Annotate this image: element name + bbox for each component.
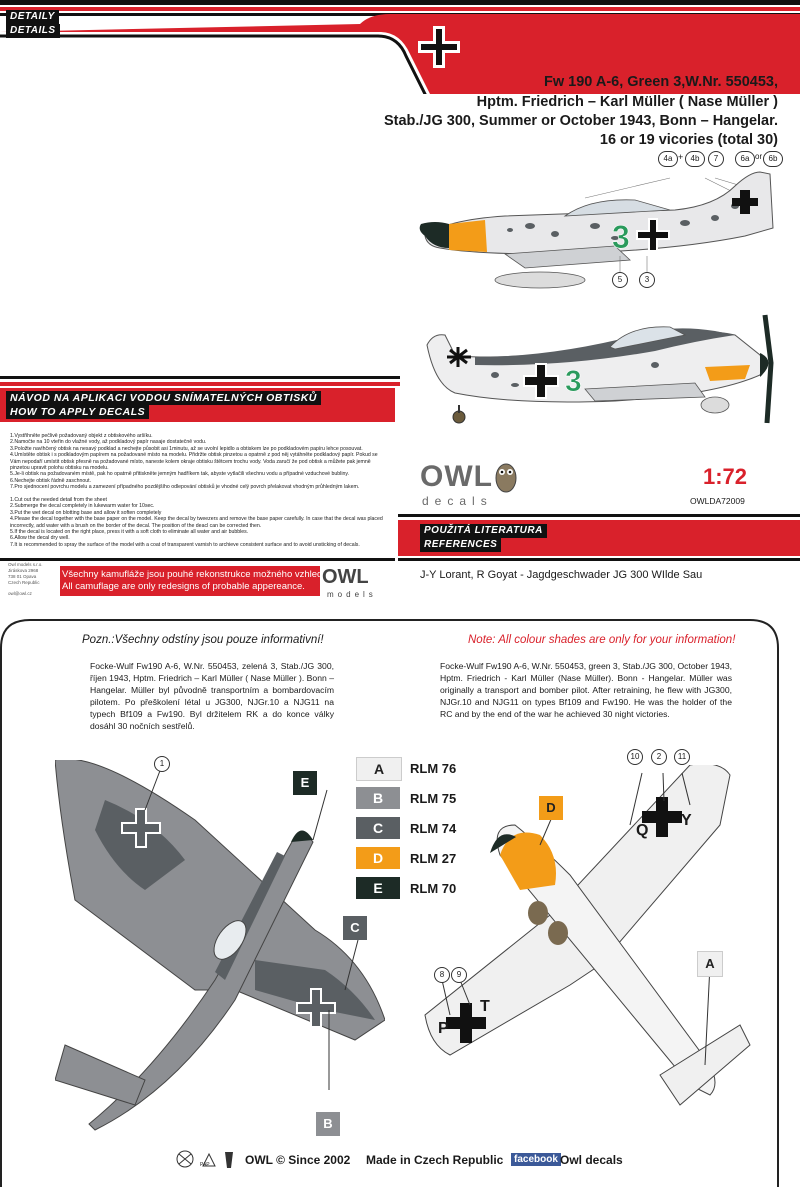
decal-ref-7: 7 — [708, 151, 724, 167]
decal-ref-6a: 6a — [735, 151, 755, 167]
ref-text: J-Y Lorant, R Goyat - Jagdgeschwader JG 300 WIlde Sau — [420, 569, 703, 581]
instr-cz-1: 1.Vystřihněte pečlivě požadovaný objekt z obtiskového aršíku. — [10, 433, 153, 439]
swatch-e: E — [356, 877, 400, 899]
instr-en-2: 2.Submerge the decal completely in lukewarm water for 10sec. — [10, 503, 155, 510]
camo-note-cz: Všechny kamufláže jsou pouhé rekonstrukce možného vzhledu. — [62, 569, 331, 580]
swatch-c: C — [356, 817, 400, 839]
under-ref-11: 11 — [674, 749, 690, 765]
address-line-1: Owl models s.r.o. — [8, 562, 43, 567]
instr-stripe-top — [0, 376, 400, 379]
instructions-en — [10, 497, 390, 548]
owl-decals-sub: decals — [422, 494, 493, 508]
camo-stripe-top — [0, 558, 395, 561]
plan-tag-e: E — [293, 771, 317, 795]
under-ref-9: 9 — [451, 967, 467, 983]
instr-en-5: incorrectly, add water with a brush on the border of the decal. The position of the deacl can be corrected then. — [10, 522, 262, 529]
header-stripe-black — [0, 0, 800, 5]
instr-en-3: 3.Put the wet decal on blotting base and allow it soften completely — [10, 509, 162, 516]
side-view-left — [415, 168, 785, 313]
instr-cz-9: 7.Pro sjednocení povrchu modelu a zamezení případného pozdějšího odlepování obtisků je vhodné celý povrch přelakovat vhodným průhledným lakem. — [10, 484, 360, 491]
footer-made-in: Made in Czech Republic — [366, 1153, 504, 1167]
decal-ref-plus: + — [678, 152, 684, 162]
camo-note-en: All camuflage are only redesigns of probable appereance. — [62, 581, 305, 592]
plan-tag-c: C — [343, 916, 367, 940]
instr-en-4: 4.Please the decal together with the base paper on the model. Keep the decal by tweezers and remove the base paper carefully. In case that the decal was placed — [10, 516, 383, 523]
under-ref-10: 10 — [627, 749, 643, 765]
instr-title-cz: NÁVOD NA APLIKACI VODOU SNÍMATELNÝCH OBTISKŮ — [6, 391, 321, 405]
colour-note-cz: Pozn.:Všechny odstíny jsou pouze informativní! — [82, 634, 324, 646]
rlm-b: RLM 75 — [410, 791, 457, 806]
footer-owl-decals: Owl decals — [560, 1153, 623, 1167]
footer-copyright: OWL © Since 2002 — [245, 1153, 351, 1167]
instr-en-7: 6.Allow the decal dry well. — [10, 535, 70, 542]
under-ref-8: 8 — [434, 967, 450, 983]
colour-note-en: Note: All colour shades are only for your information! — [468, 634, 736, 646]
decal-ref-row — [658, 151, 778, 169]
address-line-2: Jiráskova 2968 — [8, 568, 39, 573]
fuselage-code-3-right: 3 — [565, 365, 582, 398]
under-ref-2: 2 — [651, 749, 667, 765]
title-line-2: Hptm. Friedrich – Karl Müller ( Nase Müller ) — [476, 94, 778, 110]
instr-stripe-red — [0, 382, 400, 386]
instr-title-en: HOW TO APPLY DECALS — [6, 405, 149, 419]
pap-label: PAP — [200, 1162, 210, 1168]
balkenkreuz-icon — [418, 26, 460, 68]
instr-cz-4: 4.Umístěte obtisk i s podkladovým papírem na požadované místo na modelu. Přidržte obtisk pinzetou a opatrně z pod něj vytáhněte podkladový papír. Pokud se — [10, 452, 378, 459]
title-line-3: Stab./JG 300, Summer or October 1943, Bonn – Hangelar. — [383, 113, 778, 129]
instr-en-1: 1.Cut out the needed detail from the sheet — [10, 497, 107, 503]
decal-ref-6b: 6b — [763, 151, 783, 167]
product-code: OWLDA72009 — [690, 496, 745, 506]
instr-cz-6: pinzetou upravit polohu obtisku na modelu. — [10, 465, 109, 472]
rlm-a: RLM 76 — [410, 761, 457, 776]
ref-stripe-bottom — [398, 558, 800, 561]
address-web: owl@owl.cz — [8, 591, 32, 596]
history-cz: Focke-Wulf Fw190 A-6, W.Nr. 550453, zelená 3, Stab./JG 300, říjen 1943, Hptm. Friedrich – Karl Müller ( Nase Müller ). Bonn – Hangelar. Müller byl původně transportním a bombardovacím pilotem. Po přeškolení létal u JG300, NJGr.10 a NJG11 na typech Bf109 a Fw190. Byl držitelem RK a do konce války dosáhl 30 nočních sestřelů. — [90, 661, 334, 731]
decal-ref-4a: 4a — [658, 151, 678, 167]
under-letter-q: Q — [636, 822, 649, 839]
instr-cz-7: 5.Je-li obtisk na požadovaném místě, pak ho opatrně přitiskněte jemným hadříkem tak, abyste vytlačili všechnu vodu a případné vzduchové bubliny. — [10, 471, 350, 478]
scale-label: 1:72 — [703, 464, 748, 489]
history-en: Focke-Wulf Fw190 A-6, W.Nr. 550453, green 3, Stab./JG 300, October 1943, Hptm. Friedrich - Karl Müller (Nase Müller). Bonn - Hangelar. Müller was originally a transport and bomber pilot. After retraining, he flew with JG300, NJGr.10 and NJG11 on types Bf109 and Fw190. He was the holder of the RC and by the end of the war he achieved 30 night victories. — [440, 661, 732, 719]
instr-cz-8: 6.Nechejte obtisk řádně zaschnout. — [10, 477, 92, 484]
instr-cz-5: Vám nepodaří umístit obtisk přesně na požadované místo, naneste kolem okraje obtisku štětcem trochu vody. Voda zaručí že pod obtisk a můžete pak jemně — [10, 458, 371, 465]
details-tag-cz: DETAILY — [6, 10, 59, 24]
ref-title-cz: POUŽITÁ LITERATURA — [420, 524, 547, 538]
rlm-e: RLM 70 — [410, 881, 457, 896]
facebook-badge[interactable]: facebook — [511, 1153, 561, 1166]
side-view-right — [415, 305, 785, 435]
title-line-4: 16 or 19 vicories (total 30) — [599, 132, 778, 148]
plan-ref-1: 1 — [154, 756, 170, 772]
fuselage-code-3: 3 — [612, 219, 630, 255]
title-line-1: Fw 190 A-6, Green 3,W.Nr. 550453, — [544, 74, 778, 90]
owl-models-logo: OWL — [322, 566, 369, 588]
owl-icon — [494, 458, 518, 494]
instr-cz-3: 3.Položte navlhčený obtisk na nesavý podklad a nechejte působit asi 1minutu, až se uvolní lepidlo a obtiskem lze po podkladovém papíru lehce posouvat. — [10, 445, 363, 452]
owl-models-sub: models — [327, 590, 377, 599]
header-stripe-red-thin — [0, 7, 800, 11]
swatch-a: A — [356, 757, 402, 781]
ref-title-en: REFERENCES — [420, 538, 501, 552]
ref-stripe-top — [398, 514, 800, 517]
plan-tag-b: B — [316, 1112, 340, 1136]
address-line-3: 738 01 Opava — [8, 574, 37, 579]
instructions-cz — [10, 433, 390, 491]
instr-cz-2: 2.Namočte na 10 vteřin do vlažné vody, až podkladový papír nasaje dostatečně vodu. — [10, 439, 207, 446]
decal-ref-4b: 4b — [685, 151, 705, 167]
under-tag-a: A — [697, 951, 723, 977]
instr-en-6: 5.If the decal is located on the right place, press it with a soft cloth to eliminate all water and air bubbles. — [10, 529, 249, 536]
under-letter-t: T — [480, 998, 490, 1015]
under-tag-d: D — [539, 796, 563, 820]
swatch-d: D — [356, 847, 400, 869]
rlm-d: RLM 27 — [410, 851, 457, 866]
rlm-c: RLM 74 — [410, 821, 457, 836]
swatch-b: B — [356, 787, 400, 809]
plan-view-top — [55, 760, 385, 1140]
decal-ref-5: 5 — [612, 272, 628, 288]
decal-ref-3: 3 — [639, 272, 655, 288]
address-block — [8, 562, 43, 597]
instr-en-8: 7.It is recommended to spray the surface of the model with a coat of transparent varnish to archieve consistent surface and to avoid unsticking of decals. — [10, 541, 360, 548]
under-letter-p: P — [438, 1020, 449, 1037]
address-line-4: Czech Republic — [8, 580, 40, 585]
recycle-icons — [175, 1148, 240, 1172]
owl-decals-logo: OWL — [420, 460, 493, 493]
decal-ref-or: or — [755, 152, 763, 161]
details-tag-en: DETAILS — [6, 24, 60, 38]
under-letter-y: Y — [681, 812, 692, 829]
